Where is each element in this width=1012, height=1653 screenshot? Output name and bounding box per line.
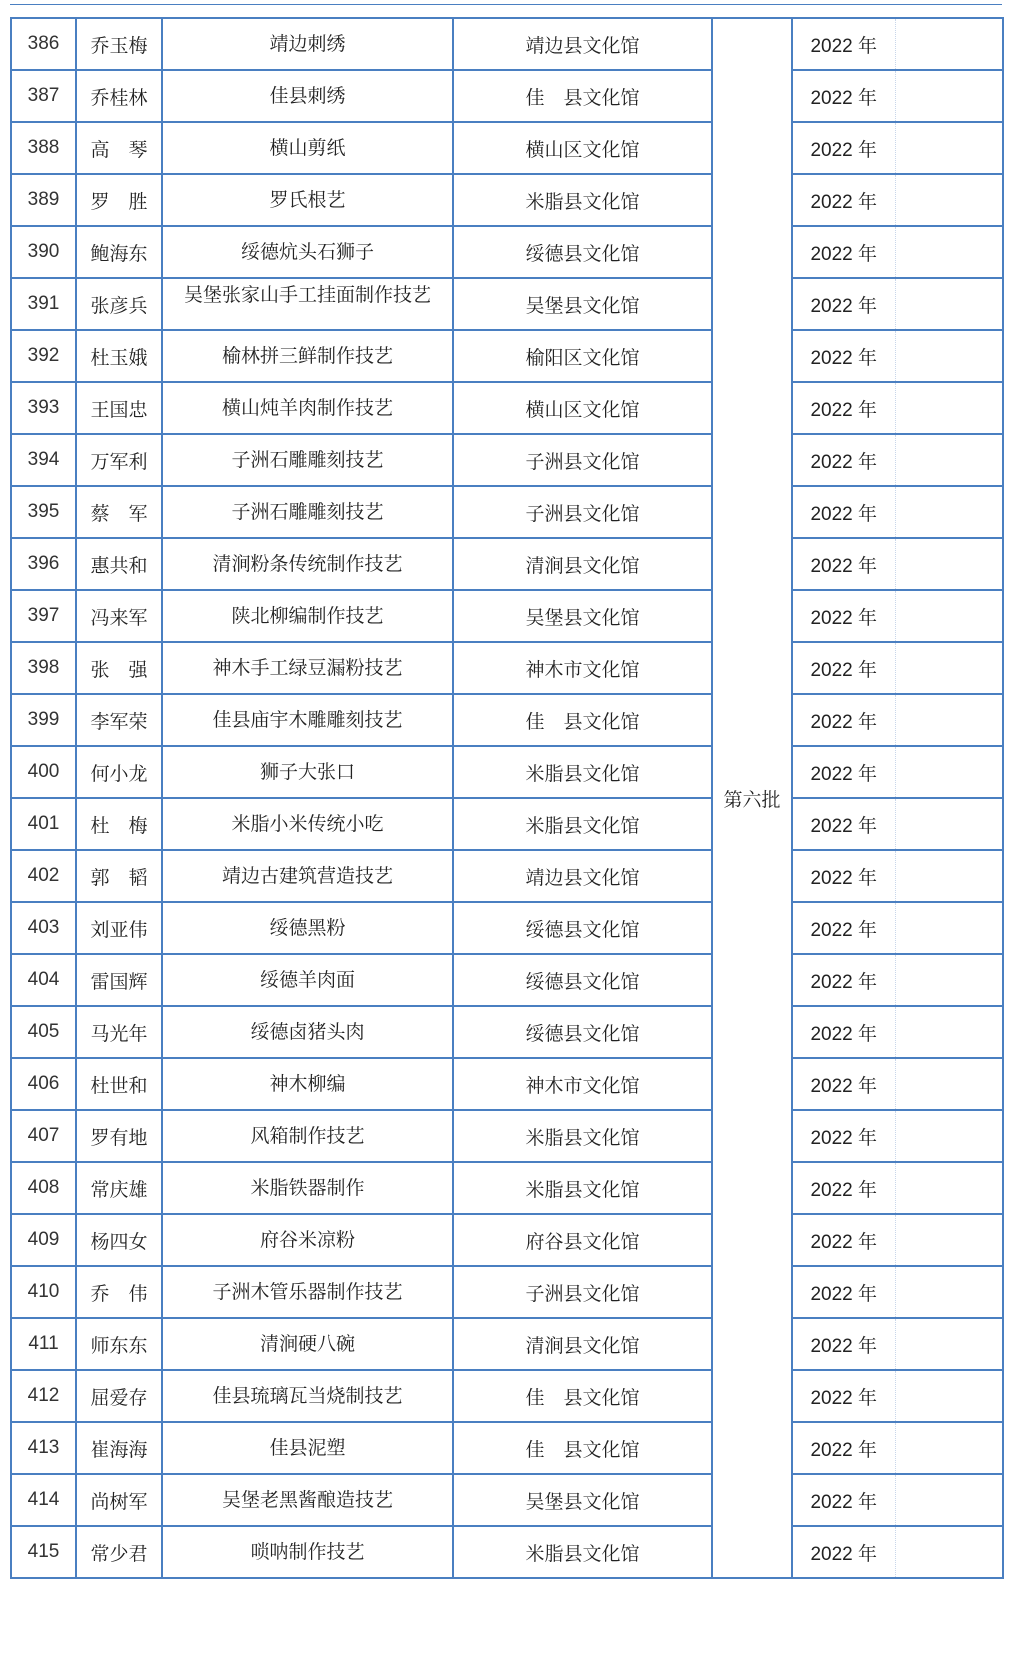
table-row — [11, 1214, 1003, 1266]
row-number: 406 — [11, 1058, 76, 1110]
project-name: 横山炖羊肉制作技艺 — [162, 382, 453, 434]
inheritor-name: 张彦兵 — [76, 278, 162, 330]
row-number: 388 — [11, 122, 76, 174]
organization-name: 靖边县文化馆 — [453, 18, 712, 70]
table-row — [11, 1110, 1003, 1162]
table-row — [11, 1266, 1003, 1318]
row-number: 396 — [11, 538, 76, 590]
organization-name: 米脂县文化馆 — [453, 798, 712, 850]
project-name: 子洲木管乐器制作技艺 — [162, 1266, 453, 1318]
empty-cell — [895, 902, 1003, 954]
project-name: 榆林拼三鲜制作技艺 — [162, 330, 453, 382]
empty-cell — [895, 486, 1003, 538]
empty-cell — [895, 278, 1003, 330]
row-number: 395 — [11, 486, 76, 538]
organization-name: 吴堡县文化馆 — [453, 1474, 712, 1526]
empty-cell — [895, 1318, 1003, 1370]
inheritor-name: 冯来军 — [76, 590, 162, 642]
empty-cell — [895, 642, 1003, 694]
inheritor-name: 万军利 — [76, 434, 162, 486]
row-number: 399 — [11, 694, 76, 746]
organization-name: 佳 县文化馆 — [453, 1370, 712, 1422]
row-number: 414 — [11, 1474, 76, 1526]
table-row — [11, 798, 1003, 850]
year-value: 2022 年 — [792, 538, 895, 590]
row-number: 402 — [11, 850, 76, 902]
year-value: 2022 年 — [792, 798, 895, 850]
organization-name: 米脂县文化馆 — [453, 746, 712, 798]
year-value: 2022 年 — [792, 1058, 895, 1110]
year-value: 2022 年 — [792, 1006, 895, 1058]
project-name: 绥德炕头石狮子 — [162, 226, 453, 278]
row-number: 411 — [11, 1318, 76, 1370]
table-row — [11, 538, 1003, 590]
year-value: 2022 年 — [792, 122, 895, 174]
inheritor-name: 杨四女 — [76, 1214, 162, 1266]
inheritor-name: 乔桂林 — [76, 70, 162, 122]
year-value: 2022 年 — [792, 18, 895, 70]
row-number: 409 — [11, 1214, 76, 1266]
inheritor-name: 师东东 — [76, 1318, 162, 1370]
project-name: 唢呐制作技艺 — [162, 1526, 453, 1578]
project-name: 绥德黑粉 — [162, 902, 453, 954]
organization-name: 横山区文化馆 — [453, 122, 712, 174]
table-row — [11, 1006, 1003, 1058]
empty-cell — [895, 18, 1003, 70]
table-row — [11, 850, 1003, 902]
inheritor-name: 乔玉梅 — [76, 18, 162, 70]
year-value: 2022 年 — [792, 330, 895, 382]
organization-name: 子洲县文化馆 — [453, 1266, 712, 1318]
project-name: 罗氏根艺 — [162, 174, 453, 226]
inheritor-name: 乔 伟 — [76, 1266, 162, 1318]
inheritor-name: 杜 梅 — [76, 798, 162, 850]
table-row — [11, 746, 1003, 798]
inheritor-name: 蔡 军 — [76, 486, 162, 538]
project-name: 绥德卤猪头肉 — [162, 1006, 453, 1058]
empty-cell — [895, 1058, 1003, 1110]
empty-cell — [895, 1214, 1003, 1266]
organization-name: 吴堡县文化馆 — [453, 590, 712, 642]
row-number: 404 — [11, 954, 76, 1006]
row-number: 407 — [11, 1110, 76, 1162]
empty-cell — [895, 382, 1003, 434]
row-number: 394 — [11, 434, 76, 486]
row-number: 391 — [11, 278, 76, 330]
empty-cell — [895, 434, 1003, 486]
inheritor-name: 杜世和 — [76, 1058, 162, 1110]
organization-name: 绥德县文化馆 — [453, 954, 712, 1006]
organization-name: 米脂县文化馆 — [453, 174, 712, 226]
year-value: 2022 年 — [792, 226, 895, 278]
empty-cell — [895, 1526, 1003, 1578]
year-value: 2022 年 — [792, 1266, 895, 1318]
empty-cell — [895, 174, 1003, 226]
year-value: 2022 年 — [792, 382, 895, 434]
empty-cell — [895, 330, 1003, 382]
organization-name: 清涧县文化馆 — [453, 1318, 712, 1370]
empty-cell — [895, 590, 1003, 642]
project-name: 吴堡张家山手工挂面制作技艺 — [162, 278, 453, 330]
year-value: 2022 年 — [792, 434, 895, 486]
project-name: 米脂小米传统小吃 — [162, 798, 453, 850]
empty-cell — [895, 1266, 1003, 1318]
table-row — [11, 590, 1003, 642]
table-row — [11, 1058, 1003, 1110]
row-number: 390 — [11, 226, 76, 278]
project-name: 靖边刺绣 — [162, 18, 453, 70]
organization-name: 横山区文化馆 — [453, 382, 712, 434]
year-value: 2022 年 — [792, 1162, 895, 1214]
organization-name: 佳 县文化馆 — [453, 70, 712, 122]
year-value: 2022 年 — [792, 590, 895, 642]
table-row — [11, 122, 1003, 174]
table-row — [11, 694, 1003, 746]
inheritor-name: 张 强 — [76, 642, 162, 694]
project-name: 子洲石雕雕刻技艺 — [162, 486, 453, 538]
organization-name: 佳 县文化馆 — [453, 694, 712, 746]
row-number: 410 — [11, 1266, 76, 1318]
table-row — [11, 70, 1003, 122]
empty-cell — [895, 694, 1003, 746]
organization-name: 靖边县文化馆 — [453, 850, 712, 902]
organization-name: 米脂县文化馆 — [453, 1526, 712, 1578]
table-row — [11, 1422, 1003, 1474]
year-value: 2022 年 — [792, 1110, 895, 1162]
row-number: 393 — [11, 382, 76, 434]
project-name: 吴堡老黑酱酿造技艺 — [162, 1474, 453, 1526]
project-name: 清涧粉条传统制作技艺 — [162, 538, 453, 590]
organization-name: 清涧县文化馆 — [453, 538, 712, 590]
row-number: 408 — [11, 1162, 76, 1214]
inheritor-name: 高 琴 — [76, 122, 162, 174]
table-row — [11, 330, 1003, 382]
empty-cell — [895, 850, 1003, 902]
year-value: 2022 年 — [792, 1422, 895, 1474]
project-name: 陕北柳编制作技艺 — [162, 590, 453, 642]
project-name: 佳县琉璃瓦当烧制技艺 — [162, 1370, 453, 1422]
row-number: 386 — [11, 18, 76, 70]
year-value: 2022 年 — [792, 694, 895, 746]
project-name: 风箱制作技艺 — [162, 1110, 453, 1162]
year-value: 2022 年 — [792, 278, 895, 330]
inheritor-name: 何小龙 — [76, 746, 162, 798]
row-number: 413 — [11, 1422, 76, 1474]
project-name: 子洲石雕雕刻技艺 — [162, 434, 453, 486]
empty-cell — [895, 798, 1003, 850]
inheritor-name: 罗有地 — [76, 1110, 162, 1162]
project-name: 神木手工绿豆漏粉技艺 — [162, 642, 453, 694]
row-number: 397 — [11, 590, 76, 642]
table-body — [11, 18, 1003, 1578]
inheritor-name: 雷国辉 — [76, 954, 162, 1006]
inheritor-name: 杜玉娥 — [76, 330, 162, 382]
organization-name: 神木市文化馆 — [453, 1058, 712, 1110]
project-name: 绥德羊肉面 — [162, 954, 453, 1006]
year-value: 2022 年 — [792, 746, 895, 798]
empty-cell — [895, 1110, 1003, 1162]
project-name: 米脂铁器制作 — [162, 1162, 453, 1214]
organization-name: 吴堡县文化馆 — [453, 278, 712, 330]
year-value: 2022 年 — [792, 1474, 895, 1526]
row-number: 412 — [11, 1370, 76, 1422]
row-number: 415 — [11, 1526, 76, 1578]
inheritor-name: 李军荣 — [76, 694, 162, 746]
table-row — [11, 226, 1003, 278]
project-name: 狮子大张口 — [162, 746, 453, 798]
table-row — [11, 954, 1003, 1006]
table-row — [11, 642, 1003, 694]
empty-cell — [895, 1162, 1003, 1214]
row-number: 389 — [11, 174, 76, 226]
empty-cell — [895, 122, 1003, 174]
row-number: 403 — [11, 902, 76, 954]
table-row — [11, 1318, 1003, 1370]
project-name: 佳县庙宇木雕雕刻技艺 — [162, 694, 453, 746]
organization-name: 神木市文化馆 — [453, 642, 712, 694]
inheritor-name: 刘亚伟 — [76, 902, 162, 954]
inheritor-name: 常少君 — [76, 1526, 162, 1578]
row-number: 401 — [11, 798, 76, 850]
empty-cell — [895, 1474, 1003, 1526]
organization-name: 米脂县文化馆 — [453, 1162, 712, 1214]
year-value: 2022 年 — [792, 1318, 895, 1370]
table-row — [11, 1162, 1003, 1214]
row-number: 392 — [11, 330, 76, 382]
inheritor-name: 尚树军 — [76, 1474, 162, 1526]
table-row — [11, 902, 1003, 954]
year-value: 2022 年 — [792, 174, 895, 226]
row-number: 387 — [11, 70, 76, 122]
year-value: 2022 年 — [792, 486, 895, 538]
inheritor-name: 郭 韬 — [76, 850, 162, 902]
empty-cell — [895, 70, 1003, 122]
organization-name: 绥德县文化馆 — [453, 1006, 712, 1058]
year-value: 2022 年 — [792, 954, 895, 1006]
inheritor-name: 崔海海 — [76, 1422, 162, 1474]
row-number: 400 — [11, 746, 76, 798]
organization-name: 绥德县文化馆 — [453, 902, 712, 954]
project-name: 横山剪纸 — [162, 122, 453, 174]
organization-name: 绥德县文化馆 — [453, 226, 712, 278]
table-row — [11, 1370, 1003, 1422]
table-row — [11, 434, 1003, 486]
year-value: 2022 年 — [792, 642, 895, 694]
table-row — [11, 486, 1003, 538]
year-value: 2022 年 — [792, 1370, 895, 1422]
organization-name: 子洲县文化馆 — [453, 434, 712, 486]
inheritor-name: 鲍海东 — [76, 226, 162, 278]
organization-name: 府谷县文化馆 — [453, 1214, 712, 1266]
organization-name: 子洲县文化馆 — [453, 486, 712, 538]
empty-cell — [895, 1422, 1003, 1474]
inheritor-name: 惠共和 — [76, 538, 162, 590]
year-value: 2022 年 — [792, 1214, 895, 1266]
empty-cell — [895, 1370, 1003, 1422]
year-value: 2022 年 — [792, 1526, 895, 1578]
empty-cell — [895, 954, 1003, 1006]
table-row — [11, 174, 1003, 226]
top-rule — [10, 4, 1002, 5]
organization-name: 佳 县文化馆 — [453, 1422, 712, 1474]
table-row — [11, 1526, 1003, 1578]
year-value: 2022 年 — [792, 70, 895, 122]
empty-cell — [895, 226, 1003, 278]
inheritor-name: 王国忠 — [76, 382, 162, 434]
row-number: 405 — [11, 1006, 76, 1058]
batch-label: 第六批 — [712, 18, 792, 1578]
year-value: 2022 年 — [792, 850, 895, 902]
inheritor-name: 马光年 — [76, 1006, 162, 1058]
empty-cell — [895, 746, 1003, 798]
table-row — [11, 18, 1003, 70]
project-name: 府谷米凉粉 — [162, 1214, 453, 1266]
year-value: 2022 年 — [792, 902, 895, 954]
table-row — [11, 382, 1003, 434]
inheritor-name: 罗 胜 — [76, 174, 162, 226]
empty-cell — [895, 1006, 1003, 1058]
project-name: 神木柳编 — [162, 1058, 453, 1110]
inheritor-name: 屈爱存 — [76, 1370, 162, 1422]
empty-cell — [895, 538, 1003, 590]
row-number: 398 — [11, 642, 76, 694]
table-row — [11, 278, 1003, 330]
project-name: 佳县泥塑 — [162, 1422, 453, 1474]
project-name: 清涧硬八碗 — [162, 1318, 453, 1370]
organization-name: 米脂县文化馆 — [453, 1110, 712, 1162]
project-name: 靖边古建筑营造技艺 — [162, 850, 453, 902]
inheritor-name: 常庆雄 — [76, 1162, 162, 1214]
organization-name: 榆阳区文化馆 — [453, 330, 712, 382]
table-row — [11, 1474, 1003, 1526]
project-name: 佳县刺绣 — [162, 70, 453, 122]
inheritor-table — [10, 17, 1004, 1579]
